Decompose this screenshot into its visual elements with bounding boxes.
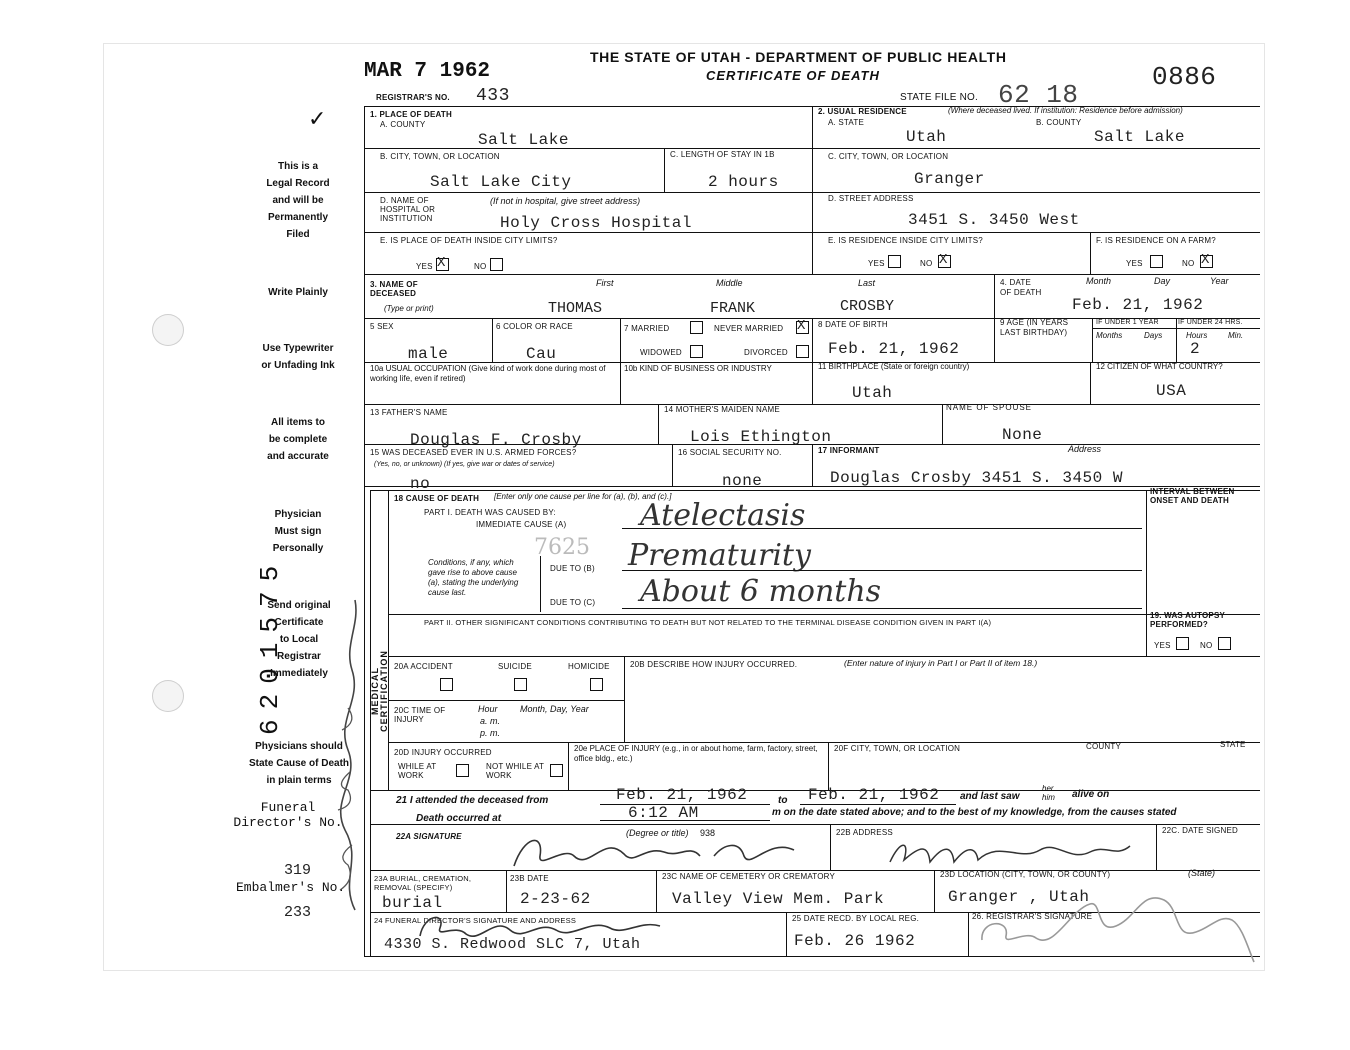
age-label: 9 AGE (IN YEARS LAST BIRTHDAY): [1000, 318, 1069, 337]
age-hours: 2: [1190, 340, 1201, 358]
mother-label: 14 MOTHER'S MAIDEN NAME: [664, 405, 780, 414]
typewriter-note: Use Typewriter or Unfading Ink: [261, 343, 335, 371]
physician-signature: [494, 826, 824, 872]
medical-certification-label: MEDICAL CERTIFICATION: [370, 650, 389, 732]
part-1-label: PART I. DEATH WAS CAUSED BY:: [424, 508, 556, 517]
physician-address-label: 22B ADDRESS: [836, 828, 893, 837]
describe-injury-note: (Enter nature of injury in Part I or Part II of item 18.): [844, 658, 1038, 668]
injury-state-label: STATE: [1220, 740, 1246, 749]
hour-label: Hour: [478, 704, 498, 714]
funeral-director-no: 319: [284, 862, 312, 879]
months-label: Months: [1096, 331, 1123, 340]
never-married-checkbox[interactable]: X: [796, 321, 809, 334]
suicide-checkbox[interactable]: [514, 678, 527, 691]
middle-name: FRANK: [710, 300, 756, 317]
punch-hole: [152, 680, 184, 712]
punch-hole: [152, 314, 184, 346]
injury-city-label: 20F CITY, TOWN, OR LOCATION: [834, 744, 961, 753]
degree-label: (Degree or title): [626, 828, 689, 838]
first-name: THOMAS: [548, 300, 603, 317]
cause-of-death-label: 18 CAUSE OF DEATH: [394, 494, 480, 503]
not-while-at-work-label: NOT WHILE AT WORK: [486, 762, 544, 780]
date-of-death: Feb. 21, 1962: [1072, 296, 1204, 314]
hospital-name: Holy Cross Hospital: [500, 214, 692, 232]
funeral-director-label: Funeral Director's No.: [233, 800, 343, 830]
inside-limits-no-checkbox[interactable]: [490, 258, 503, 271]
ssn: none: [722, 472, 763, 490]
registrar-no: 433: [476, 86, 510, 106]
autopsy-label: 19. WAS AUTOPSY PERFORMED?: [1150, 611, 1225, 629]
state-title: THE STATE OF UTAH - DEPARTMENT OF PUBLIC HEALTH: [590, 49, 1007, 65]
burial-location: Granger , Utah: [948, 888, 1090, 906]
widowed-label: WIDOWED: [640, 348, 682, 357]
divorced-checkbox[interactable]: [796, 345, 809, 358]
under-24-label: IF UNDER 24 HRS.: [1178, 319, 1243, 326]
sex-value: male: [408, 345, 449, 363]
part-2-label: PART II. OTHER SIGNIFICANT CONDITIONS CONTRIBUTING TO DEATH BUT NOT RELATED TO THE TERMINAL DISEASE CONDITION GIVEN IN PART I(A): [424, 618, 992, 627]
armed-forces-label: 15 WAS DECEASED EVER IN U.S. ARMED FORCES?: [370, 448, 577, 457]
citizenship: USA: [1156, 382, 1187, 400]
occupation-label: 10a USUAL OCCUPATION (Give kind of work done during most of working life, even if retired): [370, 364, 606, 383]
never-married-label: NEVER MARRIED: [714, 324, 784, 333]
injury-occurred-label: 20D INJURY OCCURRED: [394, 748, 492, 757]
check-mark: ✓: [308, 106, 327, 131]
conditions-label: Conditions, if any, which gave rise to above cause (a), stating the underlying cause last.: [428, 558, 519, 597]
burial-label: 23A BURIAL, CREMATION, REMOVAL (SPECIFY): [374, 874, 472, 892]
res-county-label: B. COUNTY: [1036, 118, 1082, 127]
birthplace-label: 11 BIRTHPLACE (State or foreign country): [818, 362, 970, 371]
send-original-note: Send original Certificate to Local Registrar Immediately: [267, 600, 331, 679]
pm-label: p. m.: [480, 728, 501, 738]
state-file-label: STATE FILE NO.: [900, 92, 978, 103]
time-of-death: 6:12 AM: [628, 804, 699, 822]
attended-to: Feb. 21, 1962: [808, 786, 940, 804]
last-label: Last: [858, 278, 876, 288]
armed-forces: no: [410, 475, 431, 493]
res-city-label: C. CITY, TOWN, OR LOCATION: [828, 152, 949, 161]
cause-c: About 6 months: [640, 574, 882, 609]
death-occurred-label: Death occurred at: [416, 813, 502, 824]
death-county: Salt Lake: [478, 131, 569, 149]
inside-limits-label: E. IS PLACE OF DEATH INSIDE CITY LIMITS?: [380, 236, 558, 245]
spouse-name: None: [1002, 426, 1043, 444]
year-label: Year: [1210, 276, 1229, 286]
embalmer-no: 233: [284, 904, 312, 921]
res-state: Utah: [906, 128, 947, 146]
res-limits-no-checkbox[interactable]: X: [938, 255, 951, 268]
burial-method: burial: [382, 894, 443, 912]
funeral-director-address: 4330 S. Redwood SLC 7, Utah: [384, 936, 641, 953]
not-while-at-work-checkbox[interactable]: [550, 764, 563, 777]
knowledge-text: m on the date stated above; and to the best of my knowledge, from the causes stated: [772, 807, 1177, 818]
accident-label: 20A ACCIDENT: [394, 662, 453, 671]
cemetery-name: Valley View Mem. Park: [672, 890, 885, 908]
autopsy-yes-checkbox[interactable]: [1176, 637, 1189, 650]
residence-note: (Where deceased lived. If institution: Residence before admission): [948, 106, 1183, 115]
yes-label: YES: [416, 262, 433, 271]
race-value: Cau: [526, 345, 557, 363]
immediate-cause-label: IMMEDIATE CAUSE (A): [476, 520, 567, 529]
no-label: NO: [474, 262, 487, 271]
while-at-work-label: WHILE AT WORK: [398, 762, 437, 780]
received-stamp-date: MAR 7 1962: [364, 60, 491, 83]
cause-code: 7625: [534, 535, 590, 560]
res-county: Salt Lake: [1094, 128, 1185, 146]
date-received-label: 25 DATE RECD. BY LOCAL REG.: [792, 914, 920, 923]
to-label: to: [778, 795, 788, 806]
res-yes-label: YES: [868, 259, 885, 268]
res-city: Granger: [914, 170, 985, 188]
registrar-signature-label: 26. REGISTRAR'S SIGNATURE: [972, 912, 1093, 921]
legal-record-note: This is a Legal Record and will be Permanently Filed: [266, 161, 330, 240]
date-received: Feb. 26 1962: [794, 932, 916, 950]
autopsy-no-label: NO: [1200, 641, 1213, 650]
embalmer-signature: [300, 590, 380, 920]
hospital-label: D. NAME OF HOSPITAL OR INSTITUTION: [380, 196, 436, 223]
complete-note: All items to be complete and accurate: [267, 417, 329, 462]
day-label: Day: [1154, 276, 1171, 286]
due-to-b-label: DUE TO (B): [550, 564, 595, 573]
mdy-label: Month, Day, Year: [520, 704, 589, 714]
autopsy-no-checkbox[interactable]: [1218, 637, 1231, 650]
stay-label: C. LENGTH OF STAY IN 1B: [670, 150, 775, 159]
res-limits-yes-checkbox[interactable]: [888, 255, 901, 268]
cause-note: [Enter only one cause per line for (a), (b), and (c).]: [494, 492, 672, 501]
farm-no-checkbox[interactable]: X: [1200, 255, 1213, 268]
name-label: 3. NAME OF DECEASED: [370, 280, 418, 298]
alive-on-label: alive on: [1072, 789, 1110, 800]
birthplace: Utah: [852, 384, 893, 402]
res-street: 3451 S. 3450 West: [908, 211, 1080, 229]
burial-date-label: 23B DATE: [510, 874, 549, 883]
registrar-signature: [970, 870, 1260, 970]
sex-label: 5 SEX: [370, 322, 394, 331]
file-serial: 0886: [1152, 62, 1217, 92]
middle-label: Middle: [716, 278, 743, 288]
registrar-label: REGISTRAR'S NO.: [376, 93, 450, 102]
write-plainly-note: Write Plainly: [268, 287, 328, 298]
attended-from: Feb. 21, 1962: [616, 786, 748, 804]
place-of-injury-label: 20e PLACE OF INJURY (e.g., in or about home, farm, factory, street, office bldg., etc.): [574, 744, 818, 763]
farm-yes-checkbox[interactable]: [1150, 255, 1163, 268]
signature-label: 22A SIGNATURE: [396, 832, 462, 841]
physician-note: Physician Must sign Personally: [272, 509, 324, 554]
race-label: 6 COLOR OR RACE: [496, 322, 573, 331]
divorced-label: DIVORCED: [744, 348, 788, 357]
attended-label: 21 I attended the deceased from: [396, 795, 549, 806]
citizen-label: 12 CITIZEN OF WHAT COUNTRY?: [1096, 362, 1223, 371]
name-note: (Type or print): [384, 304, 434, 313]
county-label: A. COUNTY: [380, 120, 426, 129]
plain-terms-note: Physicians should State Cause of Death in plain terms: [248, 741, 350, 786]
inside-limits-yes-checkbox[interactable]: X: [436, 258, 449, 271]
length-of-stay: 2 hours: [708, 173, 779, 191]
farm-no-label: NO: [1182, 259, 1195, 268]
cause-a: Atelectasis: [640, 498, 806, 533]
funeral-director-sig-label: 24 FUNERAL DIRECTOR'S SIGNATURE AND ADDRESS: [374, 916, 577, 925]
birth-label: 8 DATE OF BIRTH: [818, 320, 888, 329]
death-city: Salt Lake City: [430, 173, 572, 191]
married-checkbox[interactable]: [690, 321, 703, 334]
hospital-note: (If not in hospital, give street address): [490, 196, 641, 206]
residence-label: 2. USUAL RESIDENCE: [818, 107, 907, 116]
certificate-title: CERTIFICATE OF DEATH: [706, 68, 880, 83]
hours-label: Hours: [1186, 331, 1208, 340]
min-label: Min.: [1228, 331, 1244, 340]
homicide-label: HOMICIDE: [568, 662, 610, 671]
informant-label: 17 INFORMANT: [818, 446, 880, 455]
under-1-label: IF UNDER 1 YEAR: [1096, 319, 1159, 326]
suicide-label: SUICIDE: [498, 662, 532, 671]
city-label: B. CITY, TOWN, OR LOCATION: [380, 152, 500, 161]
burial-date: 2-23-62: [520, 890, 591, 908]
homicide-checkbox[interactable]: [590, 678, 603, 691]
state-file-no: 62 18: [998, 80, 1079, 110]
farm-yes-label: YES: [1126, 259, 1143, 268]
accident-checkbox[interactable]: [440, 678, 453, 691]
date-signed-label: 22C. DATE SIGNED: [1162, 826, 1238, 835]
informant: Douglas Crosby 3451 S. 3450 W: [830, 469, 1123, 487]
informant-address-label: Address: [1068, 444, 1102, 454]
time-of-injury-label: 20C TIME OF INJURY: [394, 706, 446, 724]
date-of-birth: Feb. 21, 1962: [828, 340, 960, 358]
degree-no: 938: [700, 828, 716, 838]
place-of-death-label: 1. PLACE OF DEATH: [370, 110, 452, 119]
autopsy-yes-label: YES: [1154, 641, 1171, 650]
injury-county-label: COUNTY: [1086, 742, 1121, 751]
business-label: 10b KIND OF BUSINESS OR INDUSTRY: [624, 364, 772, 373]
widowed-checkbox[interactable]: [690, 345, 703, 358]
her-him-label: her him: [1042, 784, 1055, 802]
last-name: CROSBY: [840, 298, 895, 315]
burial-location-label: 23D LOCATION (CITY, TOWN, OR COUNTY): [940, 870, 1111, 879]
cause-b: Prematurity: [628, 538, 811, 573]
burial-state-label: (State): [1188, 868, 1216, 878]
armed-forces-note: (Yes, no, or unknown) (If yes, give war or dates of service): [374, 461, 555, 468]
first-label: First: [596, 278, 614, 288]
mother-name: Lois Ethington: [690, 428, 832, 446]
res-no-label: NO: [920, 259, 933, 268]
due-to-c-label: DUE TO (C): [550, 598, 596, 607]
spouse-label: NAME OF SPOUSE: [946, 403, 1033, 412]
father-label: 13 FATHER'S NAME: [370, 408, 448, 417]
cemetery-label: 23C NAME OF CEMETERY OR CREMATORY: [662, 872, 836, 881]
physician-address-handwriting: [880, 832, 1150, 872]
month-label: Month: [1086, 276, 1112, 286]
res-state-label: A. STATE: [828, 118, 864, 127]
married-label: 7 MARRIED: [624, 324, 670, 333]
am-label: a. m.: [480, 716, 501, 726]
interval-label: INTERVAL BETWEEN ONSET AND DEATH: [1150, 487, 1235, 505]
date-of-death-label: 4. DATE OF DEATH: [1000, 278, 1042, 297]
embalmer-label: Embalmer's No.: [236, 880, 346, 895]
ssn-label: 16 SOCIAL SECURITY NO.: [678, 448, 782, 457]
street-label: D. STREET ADDRESS: [828, 194, 914, 203]
last-saw-label: and last saw: [960, 791, 1020, 802]
describe-injury-label: 20B DESCRIBE HOW INJURY OCCURRED.: [630, 660, 798, 669]
days-label: Days: [1144, 331, 1163, 340]
while-at-work-checkbox[interactable]: [456, 764, 469, 777]
father-name: Douglas F. Crosby: [410, 431, 582, 449]
farm-label: F. IS RESIDENCE ON A FARM?: [1096, 236, 1216, 245]
vertical-file-number: 6201575: [255, 555, 285, 735]
res-limits-label: E. IS RESIDENCE INSIDE CITY LIMITS?: [828, 236, 983, 245]
